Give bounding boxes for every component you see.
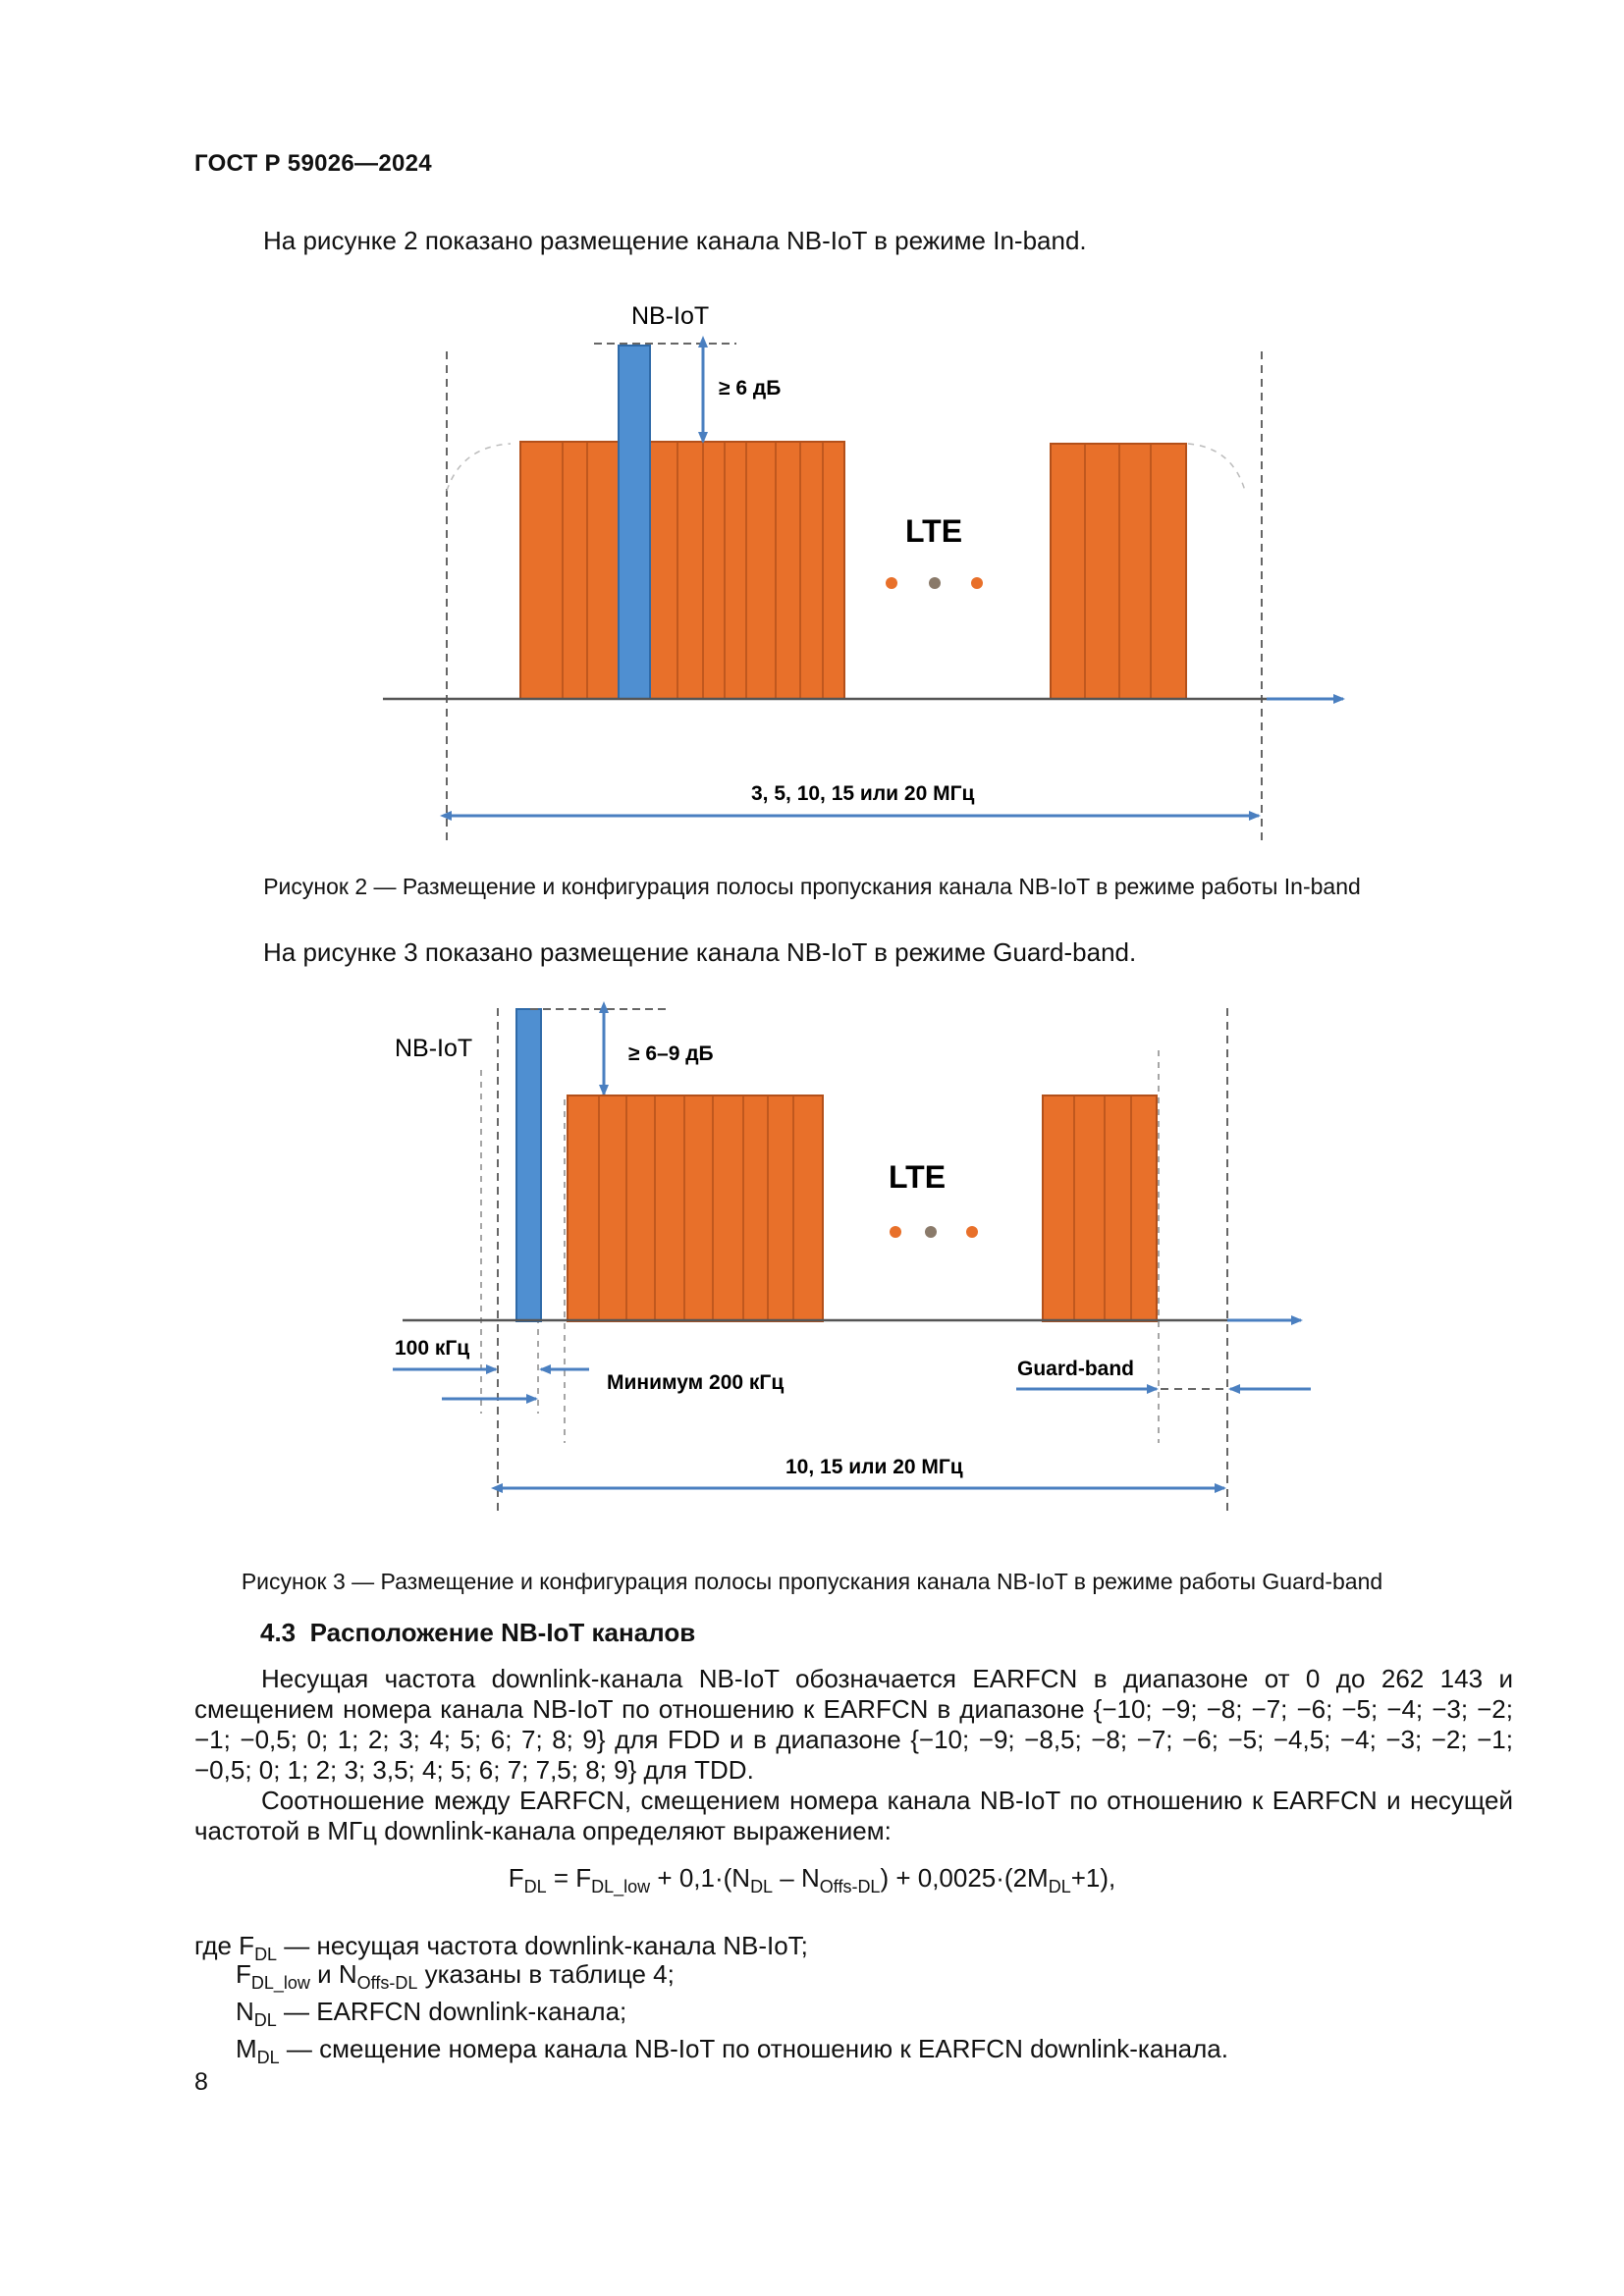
margin-label: ≥ 6–9 дБ xyxy=(628,1042,714,1065)
lte-label: LTE xyxy=(905,513,963,549)
nbiot-carrier-bar xyxy=(516,1009,541,1321)
where-line-4: $M_{DL}$ — смещение номера канала NB-IoT по отношению к EARFCN downlink-канала. xyxy=(236,2034,1228,2067)
section-heading xyxy=(260,1618,695,1648)
lte-resource-blocks-left xyxy=(520,442,844,699)
ellipsis-dot xyxy=(925,1226,937,1238)
section-title: Расположение NB-IoT каналов xyxy=(309,1618,696,1647)
ellipsis-dot xyxy=(966,1226,978,1238)
paragraph-1-text: Несущая частота downlink-канала NB-IoT обозначается EARFCN в диапазоне от 0 до 262 143 и смещением номера канала NB-IoT по отношению к EARFCN в диапазоне {−10; −9; −8; −7; −6; −5; −4; −3; −2; −1; −0,5; 0; 1; 2; 3; 4; 5; 6; 7; 8; 9} для FDD и в диапазоне {−10; −9; −8,5; −8; −7; −6; −5; −4,5; −4; −3; −2; −1; −0,5; 0; 1; 2; 3; 3,5; 4; 5; 6; 7; 7,5; 8; 9} для TDD. xyxy=(194,1664,1513,1785)
ellipsis-dot xyxy=(971,577,983,589)
paragraph-2-text: Соотношение между EARFCN, смещением номера канала NB-IoT по отношению к EARFCN и несущей частотой в МГц downlink-канала определяют выражением: xyxy=(194,1786,1513,1845)
khz100-label: 100 кГц xyxy=(395,1337,470,1360)
section-number: 4.3 xyxy=(260,1618,297,1647)
where-line-1: где $F_{DL}$ — несущая частота downlink-канала NB-IoT; xyxy=(194,1931,808,1964)
page-number: 8 xyxy=(194,2068,208,2096)
bandwidth-label: 10, 15 или 20 МГц xyxy=(785,1456,963,1478)
lte-label: LTE xyxy=(889,1159,947,1195)
nbiot-label: NB-IoT xyxy=(631,302,710,330)
where-line-2: $F_{DL\_low}$ и $N_{Offs-DL}$ указаны в таблице 4; xyxy=(236,1959,675,1993)
lte-resource-blocks-left xyxy=(568,1095,823,1321)
min200-label: Минимум 200 кГц xyxy=(607,1371,785,1394)
lte-resource-blocks-right xyxy=(1043,1095,1157,1321)
frequency-formula: $F_{DL} = F_{DL\_low} + 0,1\cdot(N_{DL} - N_{Offs-DL}) + 0,0025\cdot(2M_{DL}+1)$, xyxy=(508,1863,1116,1896)
paragraph-1 xyxy=(194,1664,1513,1786)
document-standard-header: ГОСТ Р 59026—2024 xyxy=(194,150,432,177)
intro-figure-3: На рисунке 3 показано размещение канала NB-IoT в режиме Guard-band. xyxy=(263,937,1137,967)
figure-3-guardband-diagram xyxy=(0,991,1624,1541)
ellipsis-dot xyxy=(929,577,941,589)
lte-resource-blocks-right xyxy=(1051,444,1186,699)
guardband-label: Guard-band xyxy=(1017,1358,1134,1380)
bandwidth-label: 3, 5, 10, 15 или 20 МГц xyxy=(751,782,975,805)
figure-3-caption: Рисунок 3 — Размещение и конфигурация полосы пропускания канала NB-IoT в режиме работы Guard-band xyxy=(241,1569,1383,1594)
paragraph-2 xyxy=(194,1786,1513,1846)
figure-2-caption: Рисунок 2 — Размещение и конфигурация полосы пропускания канала NB-IoT в режиме работы In-band xyxy=(263,874,1361,899)
ellipsis-dot xyxy=(890,1226,901,1238)
ellipsis-dot xyxy=(886,577,897,589)
figure-2-inband-diagram xyxy=(0,285,1624,864)
nbiot-carrier-bar xyxy=(619,346,650,699)
intro-figure-2: На рисунке 2 показано размещение канала NB-IoT в режиме In-band. xyxy=(263,226,1087,255)
where-line-3: $N_{DL}$ — EARFCN downlink-канала; xyxy=(236,1997,627,2030)
nbiot-label: NB-IoT xyxy=(395,1035,473,1062)
margin-label: ≥ 6 дБ xyxy=(719,377,782,400)
